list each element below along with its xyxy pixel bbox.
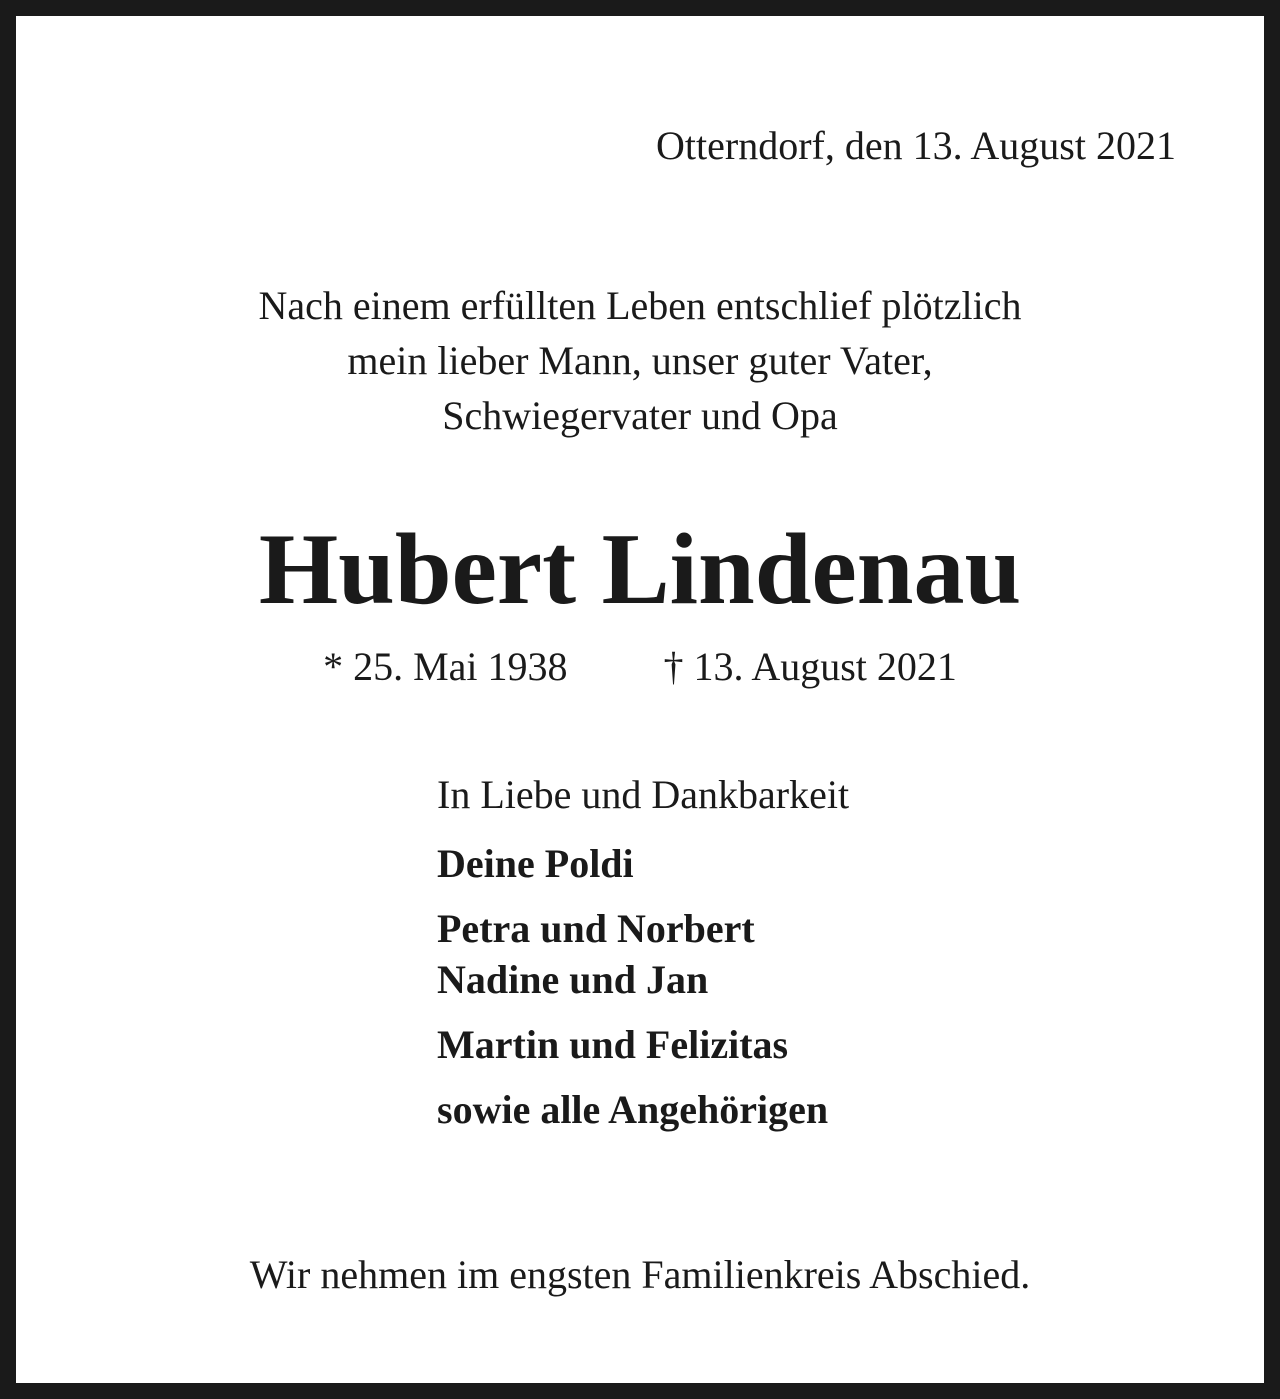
mourner-group (437, 838, 849, 889)
greeting: In Liebe und Dankbarkeit (437, 772, 850, 817)
mourner-group (437, 1019, 849, 1070)
intro-text (16, 278, 1264, 443)
mourner-group (437, 903, 849, 1005)
place-date: Otterndorf, den 13. August 2021 (656, 123, 1176, 168)
life-dates (16, 640, 1264, 694)
deceased-name: Hubert Lindenau (258, 513, 1022, 626)
closing-text: Wir nehmen im engsten Familienkreis Abschied. (249, 1252, 1031, 1297)
death-date: † 13. August 2021 (663, 644, 957, 689)
mourners-block (437, 768, 849, 1149)
mourner-name: Deine Poldi (437, 841, 634, 886)
mourner-group (437, 1084, 849, 1135)
mourner-name: Petra und Norbert (437, 906, 755, 951)
birth-date: * 25. Mai 1938 (323, 644, 568, 689)
intro-line: Nach einem erfüllten Leben entschlief plötzlich (258, 283, 1022, 328)
mourner-name: Nadine und Jan (437, 957, 709, 1002)
intro-line: Schwiegervater und Opa (442, 393, 838, 438)
mourner-name: sowie alle Angehörigen (437, 1087, 829, 1132)
mourner-name: Martin und Felizitas (437, 1022, 789, 1067)
intro-line: mein lieber Mann, unser guter Vater, (347, 338, 933, 383)
